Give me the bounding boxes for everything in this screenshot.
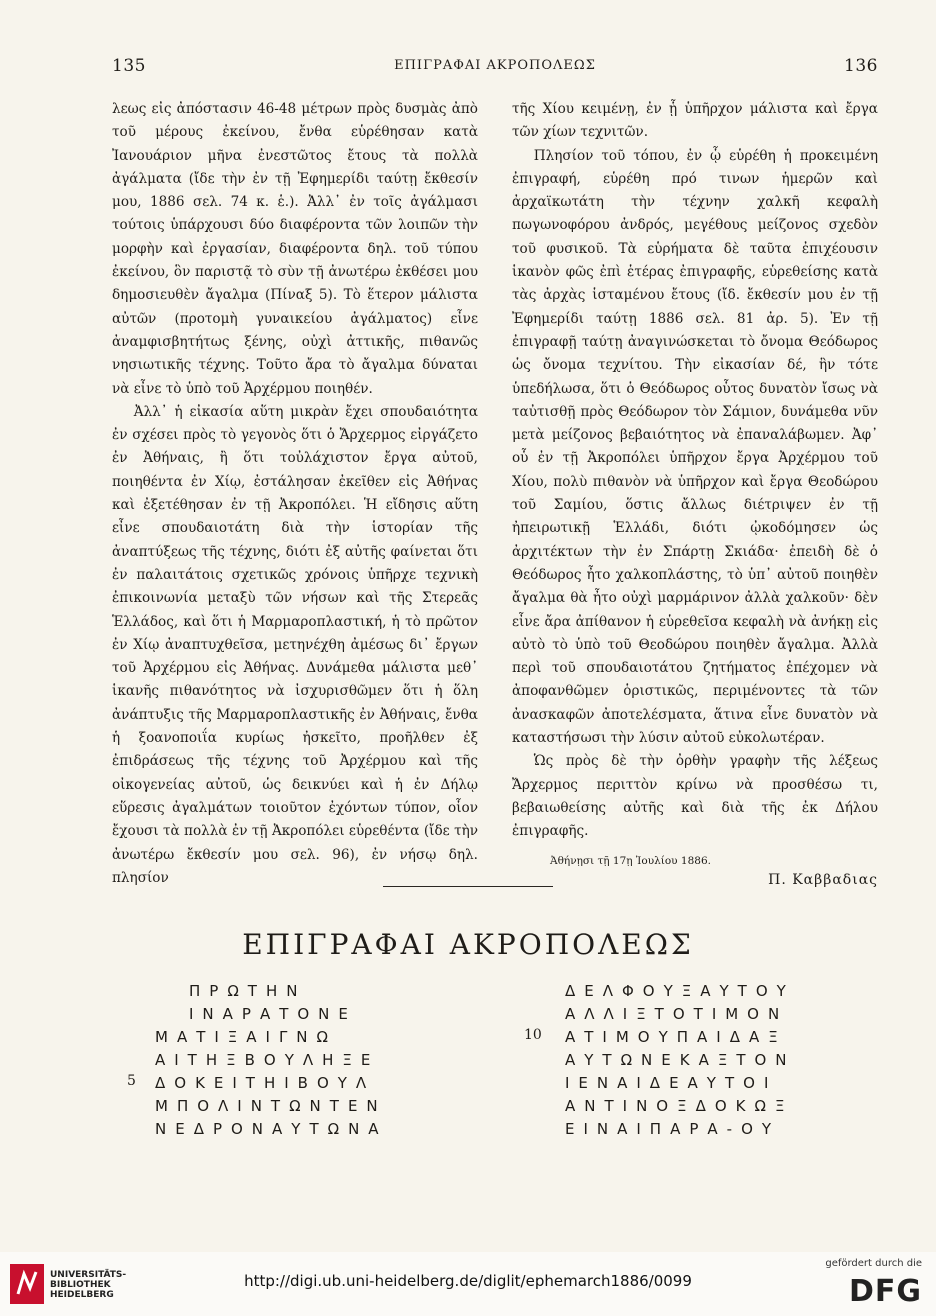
right-paragraph-1: τῆς Χίου κειμένῃ, ἐν ᾗ ὑπῆρχον μάλιστα καὶ ἔργα τῶν χίων τεχνιτῶν. [512,101,878,141]
dfg-logo[interactable]: DFG [848,1274,922,1309]
inscription-line: ΔΟΚΕΙΤΗΙΒΟΥΛ [155,1074,376,1092]
section-title: ΕΠΙΓΡΑΦΑΙ ΑΚΡΟΠΟΛΕΩΣ [242,928,694,961]
inscription-line: ΙΝΑΡΑΤΟΝΕ [189,1005,357,1023]
section-divider [383,886,553,887]
running-title: ΕΠΙΓΡΑΦΑΙ ΑΚΡΟΠΟΛΕΩΣ [394,58,596,73]
funding-caption: gefördert durch die [825,1258,922,1269]
inscription-line: ΑΙΤΗΞΒΟΥΛΗΞΕ [155,1051,380,1069]
inscription-line: ΔΕΛΦΟΥΞΑΥΤΟΥ [565,982,795,1000]
footer-bar [0,1252,936,1316]
inscription-line: ΝΕΔΡΟΝΑΥΤΩΝΑ [155,1120,388,1138]
line-number-left: 5 [127,1073,136,1089]
inscription-line: ΙΕΝΑΙΔΕΑΥΤΟΙ [565,1074,778,1092]
university-library-text: UNIVERSITÄTS- BIBLIOTHEK HEIDELBERG [50,1270,127,1300]
line-number-right: 10 [524,1027,542,1043]
inscription-line: ΑΛΛΙΞΤΟΤΙΜΟΝ [565,1005,789,1023]
page-number-left: 135 [112,56,146,76]
right-paragraph-2: Πλησίον τοῦ τόπου, ἐν ᾧ εὑρέθη ἡ προκειμένη ἐπιγραφή, εὑρέθη πρό τινων ἡμερῶν καὶ ἀρχαϊκωτάτη τὴν τέχνην χαλκῆ κεφαλὴ πωγωνοφόρου ἀνδρός, μεγέθους μείζονος σχεδὸν τοῦ φυσικοῦ. Τὰ εὑρήματα δὲ ταῦτα ἐπιχέουσιν ἱκανὸν φῶς ἐπὶ ἑτέρας ἐπιγραφῆς, εὑρεθείσης κατὰ τὰς ἀρχὰς ἱσταμένου ἔτους (ἴδ. ἔκθεσίν μου ἐν τῇ Ἐφημερίδι ταύτῃ 1886 σελ. 81 ἀρ. 5). Ἐν τῇ ἐπιγραφῇ ταύτῃ ἀναγινώσκεται τὸ ὄνομα Θεόδωρος ὡς ὄνομα τεχνίτου. Τὴν εἰκασίαν δέ, ἣν τότε ὑπεδήλωσα, ὅτι ὁ Θεόδωρος οὗτος δυνατὸν ἴσως νὰ ταὐτισθῇ πρὸς Θεόδωρον τὸν Σάμιον, δυνάμεθα νῦν μετὰ μείζονος βεβαιότητος νὰ ἐπαναλάβωμεν. Ἀφ᾽ οὗ ἐν τῇ Ἀκροπόλει ὑπῆρχον ἔργα Ἀρχέρμου τοῦ Χίου, πολὺ πιθανὸν νὰ ὑπῆρχον καὶ ἔργα Θεοδώρου τοῦ Σαμίου, ὅστις ἄλλως διέτριψεν ἐν τῇ ἠπειρωτικῇ Ἑλλάδι, διότι ᾠκοδόμησεν ὡς ἀρχιτέκτων τὴν ἐν Σπάρτῃ Σκιάδα· ἐπειδὴ δὲ ὁ Θεόδωρος ἦτο χαλκοπλάστης, τὸ ὑπ᾽ αὐτοῦ ποιηθὲν ἄγαλμα θὰ ἦτο οὐχὶ μαρμάρινον ἀλλὰ χαλκοῦν· δὲν εἶνε ἄρα ἀπίθανον ἡ εὑρεθεῖσα κεφαλὴ νὰ ἀνήκῃ εἰς αὐτὸ τὸ ὑπὸ τοῦ Θεοδώρου ποιηθὲν ἄγαλμα. Ἀλλὰ περὶ τοῦ σπουδαιοτάτου ζητήματος ἐπέχομεν νὰ ἀποφανθῶμεν ὁριστικῶς, περιμένοντες τὰ τῶν ἀνασκαφῶν ἀποτελέσματα, ἅτινα εἶνε δυνατὸν νὰ καταστήσωσι τὴν λύσιν αὐτοῦ εὐκολωτέραν. [512,147,878,747]
author-signature: Π. Καββαδιας [768,871,878,888]
document-url-link[interactable]: http://digi.ub.uni-heidelberg.de/diglit/ephemarch1886/0099 [244,1272,692,1290]
right-paragraph-3: Ὡς πρὸς δὲ τὴν ὀρθὴν γραφὴν τῆς λέξεως Ἄρχερμος περιττὸν κρίνω νὰ προσθέσω τι, βεβαιωθείσης αὐτῆς καὶ διὰ τῆς ἐκ Δήλου ἐπιγραφῆς. [512,753,878,840]
inscription-line: ΜΑΤΙΞΑΙΓΝΩ [155,1028,337,1046]
left-paragraph-1: λεως εἰς ἀπόστασιν 46-48 μέτρων πρὸς δυσμὰς ἀπὸ τοῦ μέρους ἐκείνου, ἔνθα εὑρέθησαν κατὰ Ἰανουάριον μῆνα ἐνεστῶτος ἔτους τὰ πολλὰ ἀγάλματα (ἴδε τὴν ἐν τῇ Ἐφημερίδι ταύτῃ ἔκθεσίν μου, 1886 σελ. 74 κ. ἑ.). Ἀλλ᾽ ἐν τοῖς ἀγάλμασι τούτοις ὑπάρχουσι δύο διαφέροντα τῶν λοιπῶν τὴν μορφὴν καὶ ἐργασίαν, διαφέροντα δηλ. τοῦ τύπου ἐκείνου, ὃν παριστᾷ τὸ σὺν τῇ ἀνωτέρω ἐκθέσει μου δημοσιευθὲν ἄγαλμα (Πίναξ 5). Τὸ ἕτερον μάλιστα αὐτῶν (προτομὴ γυναικείου ἀγάλματος) εἶνε ἀναμφισβητήτως ξένης, οὐχὶ ἀττικῆς, πιθανῶς νησιωτικῆς τέχνης. Τοῦτο ἄρα τὸ ἄγαλμα δύναται νὰ εἶνε τὸ ὑπὸ τοῦ Ἀρχέρμου ποιηθέν. [112,101,478,397]
dateline: Ἀθήνῃσι τῇ 17ῃ Ἰουλίου 1886. [550,854,711,867]
running-header [112,56,878,80]
inscription-line: ΑΥΤΩΝΕΚΑΞΤΟΝ [565,1051,796,1069]
left-column [112,98,478,890]
inscription-left-block [155,980,388,1141]
page-number-right: 136 [844,56,878,76]
inscription-line: ΕΙΝΑΙΠΑΡΑ-ΟΥ [565,1120,781,1138]
right-column [512,98,878,892]
left-paragraph-2: Ἀλλ᾽ ἡ εἰκασία αὕτη μικρὰν ἔχει σπουδαιότητα ἐν σχέσει πρὸς τὸ γεγονὸς ὅτι ὁ Ἄρχερμος εἰργάζετο ἐν Ἀθήναις, ἢ ὅτι τοὐλάχιστον ἔργα αὐτοῦ, ποιηθέντα ἐν Χίῳ, ἐστάλησαν ἐκεῖθεν εἰς Ἀθήνας καὶ ἐξετέθησαν ἐν τῇ Ἀκροπόλει. Ἡ εἴδησις αὕτη εἶνε σπουδαιοτάτη διὰ τὴν ἱστορίαν τῆς ἀναπτύξεως τῆς τέχνης, διότι ἐξ αὐτῆς φαίνεται ὅτι ἐν παλαιτάτοις σχετικῶς χρόνοις ὑπῆρχε τεχνικὴ ἐπικοινωνία μεταξὺ τῶν νήσων καὶ τῆς Στερεᾶς Ἑλλάδος, καὶ ὅτι ἡ Μαρμαροπλαστική, ἡ τὸ πρῶτον ἐν Χίῳ ἀναπτυχθεῖσα, μετηνέχθη ἀμέσως δι᾽ ἔργων τοῦ Ἀρχέρμου εἰς Ἀθήνας. Δυνάμεθα μάλιστα μεθ᾽ ἱκανῆς πιθανότητος νὰ ἰσχυρισθῶμεν ὅτι ἡ ὅλη ἀνάπτυξις τῆς Μαρμαροπλαστικῆς ἐν Ἀθήναις, ἔνθα ἡ ξοανοποιΐα κυρίως ἠσκεῖτο, προῆλθεν ἐξ ἐπιδράσεως τῆς τέχνης τοῦ Ἀρχέρμου καὶ τῆς οἰκογενείας αὐτοῦ, ὡς δεικνύει καὶ ἡ ἐν Δήλῳ εὕρεσις ἀγαλμάτων τοιοῦτον ἐχόντων τύπον, οἷον ἔχουσι τὰ πολλὰ ἐν τῇ Ἀκροπόλει εὑρεθέντα (ἴδε τὴν ἀνωτέρω ἔκθεσίν μου σελ. 96), ἐν νήσῳ δηλ. πλησίον [112,403,478,886]
inscription-line: ΑΝΤΙΝΟΞΔΟΚΩΞ [565,1097,794,1115]
inscription-line: ΠΡΩΤΗΝ [189,982,307,1000]
inscription-line: ΑΤΙΜΟΥΠΑΙΔΑΞ [565,1028,787,1046]
inscription-line: ΜΠΟΛΙΝΤΩΝΤΕΝ [155,1097,387,1115]
inscription-right-block [565,980,796,1141]
